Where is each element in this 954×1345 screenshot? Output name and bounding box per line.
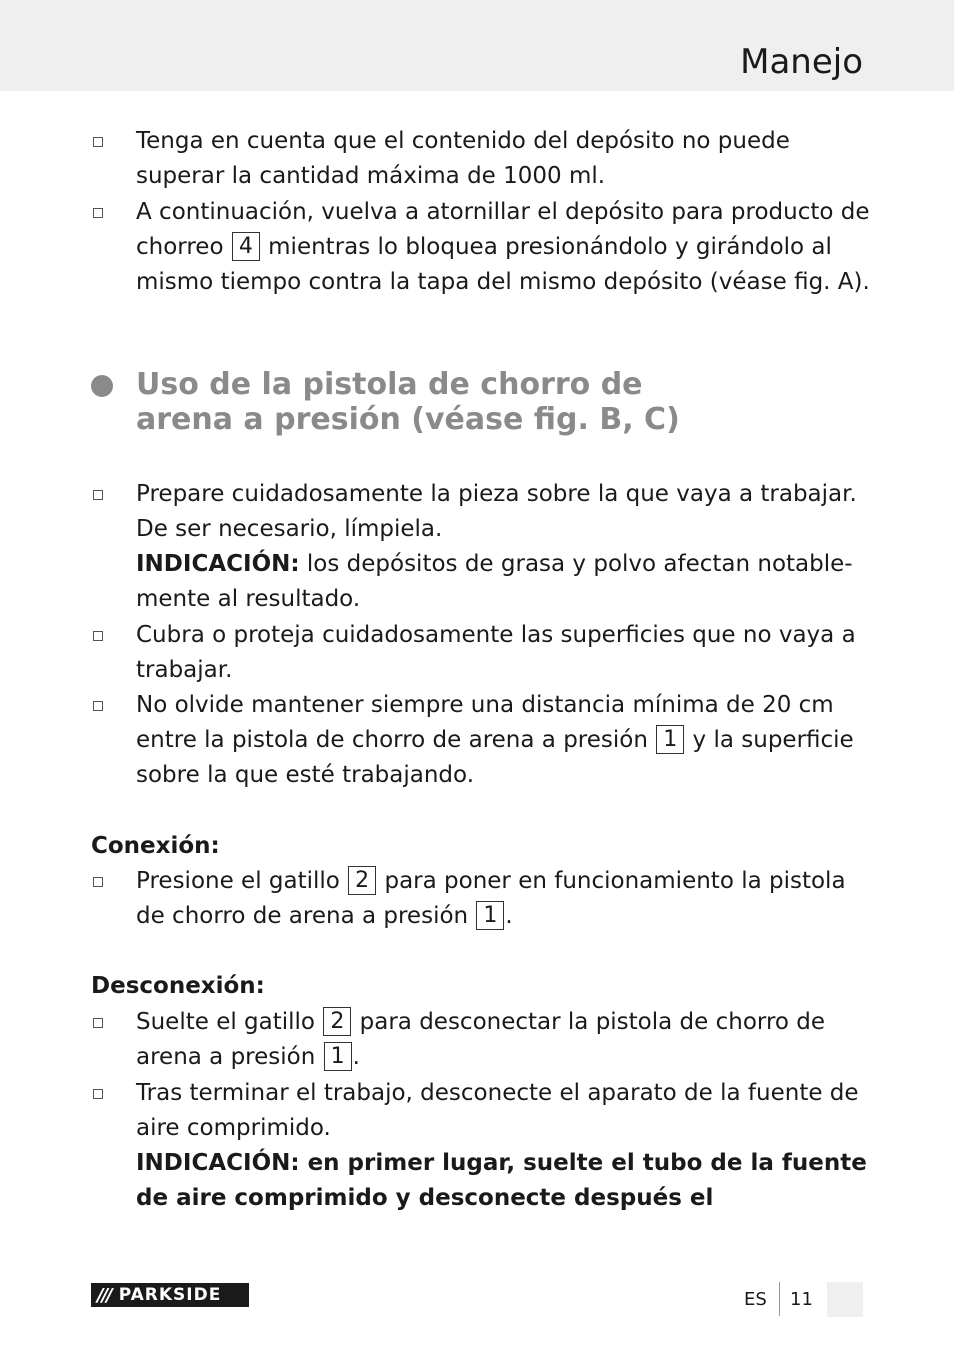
parkside-logo	[91, 1283, 249, 1307]
section-heading-line: Uso de la pistola de chorro de	[136, 367, 643, 402]
item-text: y la superficie sobre la que esté trabajando.	[136, 727, 854, 788]
item-text: para desconectar la pistola de chorro de arena a presión	[136, 1009, 826, 1070]
page-title: Manejo	[740, 42, 863, 82]
item-text: No olvide mantener siempre una distancia mínima de 20 cm entre la pistola de chorro de arena a presión	[136, 692, 834, 753]
subheading-connect: Conexión:	[91, 833, 220, 859]
item-text: Tenga en cuenta que el contenido del depósito no puede superar la cantidad máxima de 1000 ml.	[136, 128, 790, 189]
checkbox-bullet-icon	[93, 1018, 103, 1028]
section-heading	[136, 367, 836, 437]
checkbox-bullet-icon	[93, 137, 103, 147]
item-text: para poner en funcionamiento la pistola de chorro de arena a presión	[136, 868, 846, 929]
checkbox-bullet-icon	[93, 208, 103, 218]
item-text: Cubra o proteja cuidadosamente las superficies que no vaya a trabajar.	[136, 622, 856, 683]
item-text: Suelte el gatillo	[136, 1009, 323, 1035]
page-number: 11	[790, 1289, 813, 1310]
footer-tab-block	[827, 1282, 863, 1317]
footer-divider	[779, 1282, 780, 1316]
note-label: INDICACIÓN:	[136, 551, 300, 577]
section-heading-line: arena a presión (véase fig. B, C)	[136, 402, 680, 437]
checkbox-bullet-icon	[93, 631, 103, 641]
checkbox-bullet-icon	[93, 701, 103, 711]
section-bullet-icon	[91, 375, 113, 397]
item-text: Tras terminar el trabajo, desconecte el aparato de la fuente de aire comprimido.	[136, 1080, 859, 1141]
item-text: Presione el gatillo	[136, 868, 348, 894]
part-ref: 1	[324, 1042, 352, 1071]
logo-slashes-icon: ///	[97, 1284, 111, 1306]
checkbox-bullet-icon	[93, 877, 103, 887]
subheading-disconnect: Desconexión:	[91, 973, 265, 999]
item-text: .	[352, 1044, 360, 1070]
checkbox-bullet-icon	[93, 1089, 103, 1099]
part-ref: 1	[476, 901, 504, 930]
note-text: los depósitos de grasa y polvo afectan notable-mente al resultado.	[136, 551, 853, 612]
checkbox-bullet-icon	[93, 490, 103, 500]
part-ref: 2	[348, 866, 376, 895]
item-text: .	[505, 903, 513, 929]
item-text: Prepare cuidadosamente la pieza sobre la que vaya a trabajar. De ser necesario, límpiela.	[136, 481, 857, 542]
part-ref: 1	[656, 725, 684, 754]
part-ref: 4	[232, 232, 260, 261]
language-code: ES	[744, 1289, 767, 1310]
item-text: mientras lo bloquea presionándolo y girándolo al mismo tiempo contra la tapa del mismo depósito (véase fig. A).	[136, 234, 870, 295]
part-ref: 2	[323, 1007, 351, 1036]
brand-name: PARKSIDE	[118, 1285, 222, 1305]
note-bold-text: INDICACIÓN: en primer lugar, suelte el tubo de la fuente de aire comprimido y desconecte después el	[136, 1150, 867, 1211]
item-text: A continuación, vuelva a atornillar el depósito para producto de chorreo	[136, 199, 870, 260]
